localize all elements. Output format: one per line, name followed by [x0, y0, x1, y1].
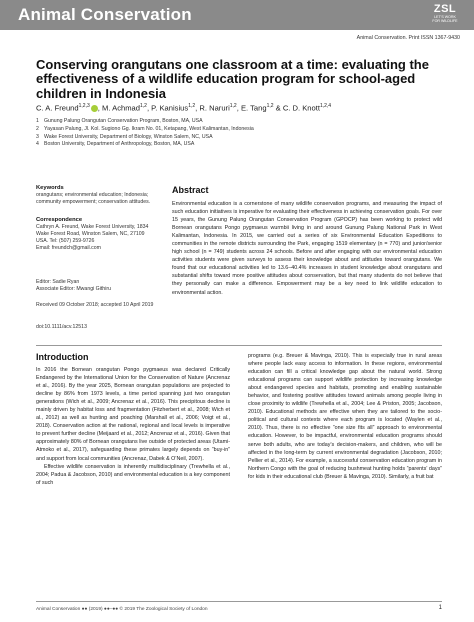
intro-paragraph-1: In 2016 the Bornean orangutan Pongo pygmaeus was declared Critically Endangered by the International Union for the Conservation of Nature (Ancrenaz et al., 2016). By the year 2025, Bornean orangutan populations are projected to decline by 86% from 1973 levels, a time period spanning just two orangutan generations (Wich et al., 2009; Ancrenaz et al., 2016). This precipitous decline is mainly driven by habitat loss and fragmentation (Fitzherbert et al., 2008; Wich et al., 2012) as well as hunting and poaching (Marshall et al., 2006; Voigt et al., 2018). Conservation action at the national, regional and local levels is imperative to prevent further decline (Meijaard et al., 2012; Ancrenaz et al., 2016). Given that approximately 80% of Bornean orangutans live outside of protected areas (Utami-Atmoko et al., 2017), safeguarding these primates largely depends on “buy-in” and support from local communities (Ancrenaz, Dabek & O’Neil, 2007).: [36, 367, 230, 462]
footer-citation: Animal Conservation ●● (2019) ●●–●● © 2019 The Zoological Society of London: [36, 607, 208, 612]
dates-section: [36, 302, 156, 309]
affiliation-text: Wake Forest University, Department of Biology, Winston Salem, NC, USA: [44, 133, 213, 140]
doi-text: doi:10.1111/acv.12513: [36, 324, 87, 330]
author-name: R. Naruri: [199, 103, 230, 113]
intro-paragraph-2: Effective wildlife conservation is inherently multidisciplinary (Trewhella et al., 2004; Padua & Jacobson, 2010) and environmental education is a key component of such: [36, 463, 230, 486]
author-affiliation-marker: 1,2,3: [78, 103, 90, 109]
keywords-title: Keywords: [36, 185, 64, 191]
orcid-icon[interactable]: [91, 105, 98, 112]
section-divider: [36, 345, 442, 346]
affiliation-item: [36, 141, 254, 149]
author-name: P. Kanisius: [151, 103, 189, 113]
author-affiliation-marker: 1,2: [139, 103, 147, 109]
editor-text: Editor: Sadie Ryan: [36, 279, 80, 285]
doi-section: [36, 324, 156, 331]
correspondence-text: Cathryn A. Freund, Wake Forest University, 1834 Wake Forest Road, Winston Salem, NC, 27109 USA. Tel: (507) 259-9726: [36, 224, 149, 245]
affiliation-number: 3: [36, 133, 39, 140]
author-affiliation-marker: 1,2,4: [319, 103, 332, 109]
issn-line: Animal Conservation. Print ISSN 1367-9430: [356, 35, 460, 41]
page-number: 1: [438, 605, 442, 611]
author-name: M. Achmad: [102, 103, 140, 113]
affiliation-item: [36, 134, 254, 142]
correspondence-title: Correspondence: [36, 217, 83, 223]
affiliation-text: Yayasan Palung, Jl. Kol. Sugiono Gg. Ikram No. 01, Ketapang, West Kalimantan, Indonesia: [44, 125, 254, 132]
keywords-text: orangutans; environmental education; Indonesia; community empowerment; conservation attitudes.: [36, 192, 151, 206]
author-affiliation-marker: 1,2: [266, 103, 274, 109]
affiliation-number: 4: [36, 141, 39, 148]
affiliation-text: Boston University, Department of Anthropology, Boston, MA, USA: [44, 141, 195, 148]
zsl-logo-text: ZSL: [433, 3, 457, 15]
affiliation-number: 2: [36, 125, 39, 132]
author-name: C. A. Freund: [36, 103, 79, 113]
email-text: Email: freundch@gmail.com: [36, 245, 101, 252]
author-name: E. Tang: [240, 103, 267, 113]
author-name: C. D. Knott: [282, 103, 320, 113]
received-text: Received 09 October 2018; accepted 10 April 2019: [36, 302, 154, 308]
keywords-section: [36, 185, 156, 206]
left-column: [36, 366, 230, 487]
zsl-tagline: LET'S WORK FOR WILDLIFE: [432, 15, 458, 23]
correspondence-section: [36, 217, 156, 252]
article-title: Conserving orangutans one classroom at a time: evaluating the effectiveness of a wildlife education program for school-aged children in Indonesia: [36, 57, 429, 101]
journal-header-bar: [0, 0, 474, 30]
author-list: C. A. Freund$^{1,2,3}$ , M. Achmad$^{1,2}$, P. Kanisius$^{1,2}$, R. Naruri$^{1,2}$, E. Tang$^{1,2}$ & C. D. Knott$^{1,2,4}$: [36, 103, 332, 113]
abstract-text: Environmental education is a cornerstone of many wildlife conservation programs, and measuring the impact of such education initiatives is imperative for evaluating their effectiveness in achieving conservation goals. For over 15 years, the Gunung Palung Orangutan Conservation Program (GPOCP) has been working to protect wild Bornean orangutans Pongo pygmaeus wurmbii living in and around Gunung Palung National Park in West Kalimantan, Indonesia. In 2015, we carried out a series of six Environmental Education Expeditions to communities in the remote districts surrounding the Park, engaging 1519 elementary (n = 770) and junior/senior high school (n = 749) students across 24 schools. Before and after engaging with our environmental education activities students were given surveys to assess their knowledge about and attitudes toward orangutans. We found that our educational activities led to 13.6–40.4% increases in student knowledge about orangutans and substantial shifts toward more positive attitudes about conservation, but that many students do not believe that they personally can make a difference. Empowerment may be a key need to link wildlife education to environmental action.: [172, 201, 442, 296]
journal-name: Animal Conservation: [18, 5, 192, 24]
intro-paragraph-3: programs (e.g. Breuer & Mavinga, 2010). This is especially true in rural areas where people lack easy access to information. In these regions, environmental education can fill a critical knowledge gap about the natural world. Strong educational programs can support wildlife protection by increasing knowledge about endangered species and habitats, promoting and enabling sustainable behavior, and fostering positive attitudes toward animals among people living in close proximity to wildlife (Trewhella et al., 2004; Lee & Priston, 2005; Jacobson, 2010). Educational methods are effective when they are tailored to the socio-political and cultural contexts where each program is located (Waylen et al., 2010). Thus, there is no effective “one size fits all” approach to environmental education. However, to be impactful, environmental education programs should serve both adults, who are today’s decision-makers, and children, who will be affected in the long-term by current environmental degradation (Jacobson, 2010; Pellier et al., 2014). For example, a successful conservation education program in Northern Congo with the goal of reducing bushmeat hunting holds “parents’ days” for kids in their educational club (Breuer & Mavinga, 2010). Similarly, a fruit bat: [248, 353, 442, 480]
affiliation-text: Gunung Palung Orangutan Conservation Program, Boston, MA, USA: [44, 118, 203, 124]
author-affiliation-marker: 1,2: [188, 103, 196, 109]
abstract-heading: Abstract: [172, 185, 209, 195]
affiliation-item: [36, 118, 254, 126]
editor-section: [36, 279, 156, 293]
zsl-logo: [430, 4, 460, 23]
affiliation-list: [36, 118, 254, 149]
assoc-editor-text: Associate Editor: Mwangi Githiru: [36, 286, 111, 293]
author-affiliation-marker: 1,2: [229, 103, 237, 109]
introduction-heading: Introduction: [36, 352, 89, 362]
right-column: [248, 352, 442, 481]
affiliation-item: [36, 126, 254, 134]
affiliation-number: 1: [36, 118, 39, 124]
footer-divider: [36, 601, 442, 602]
